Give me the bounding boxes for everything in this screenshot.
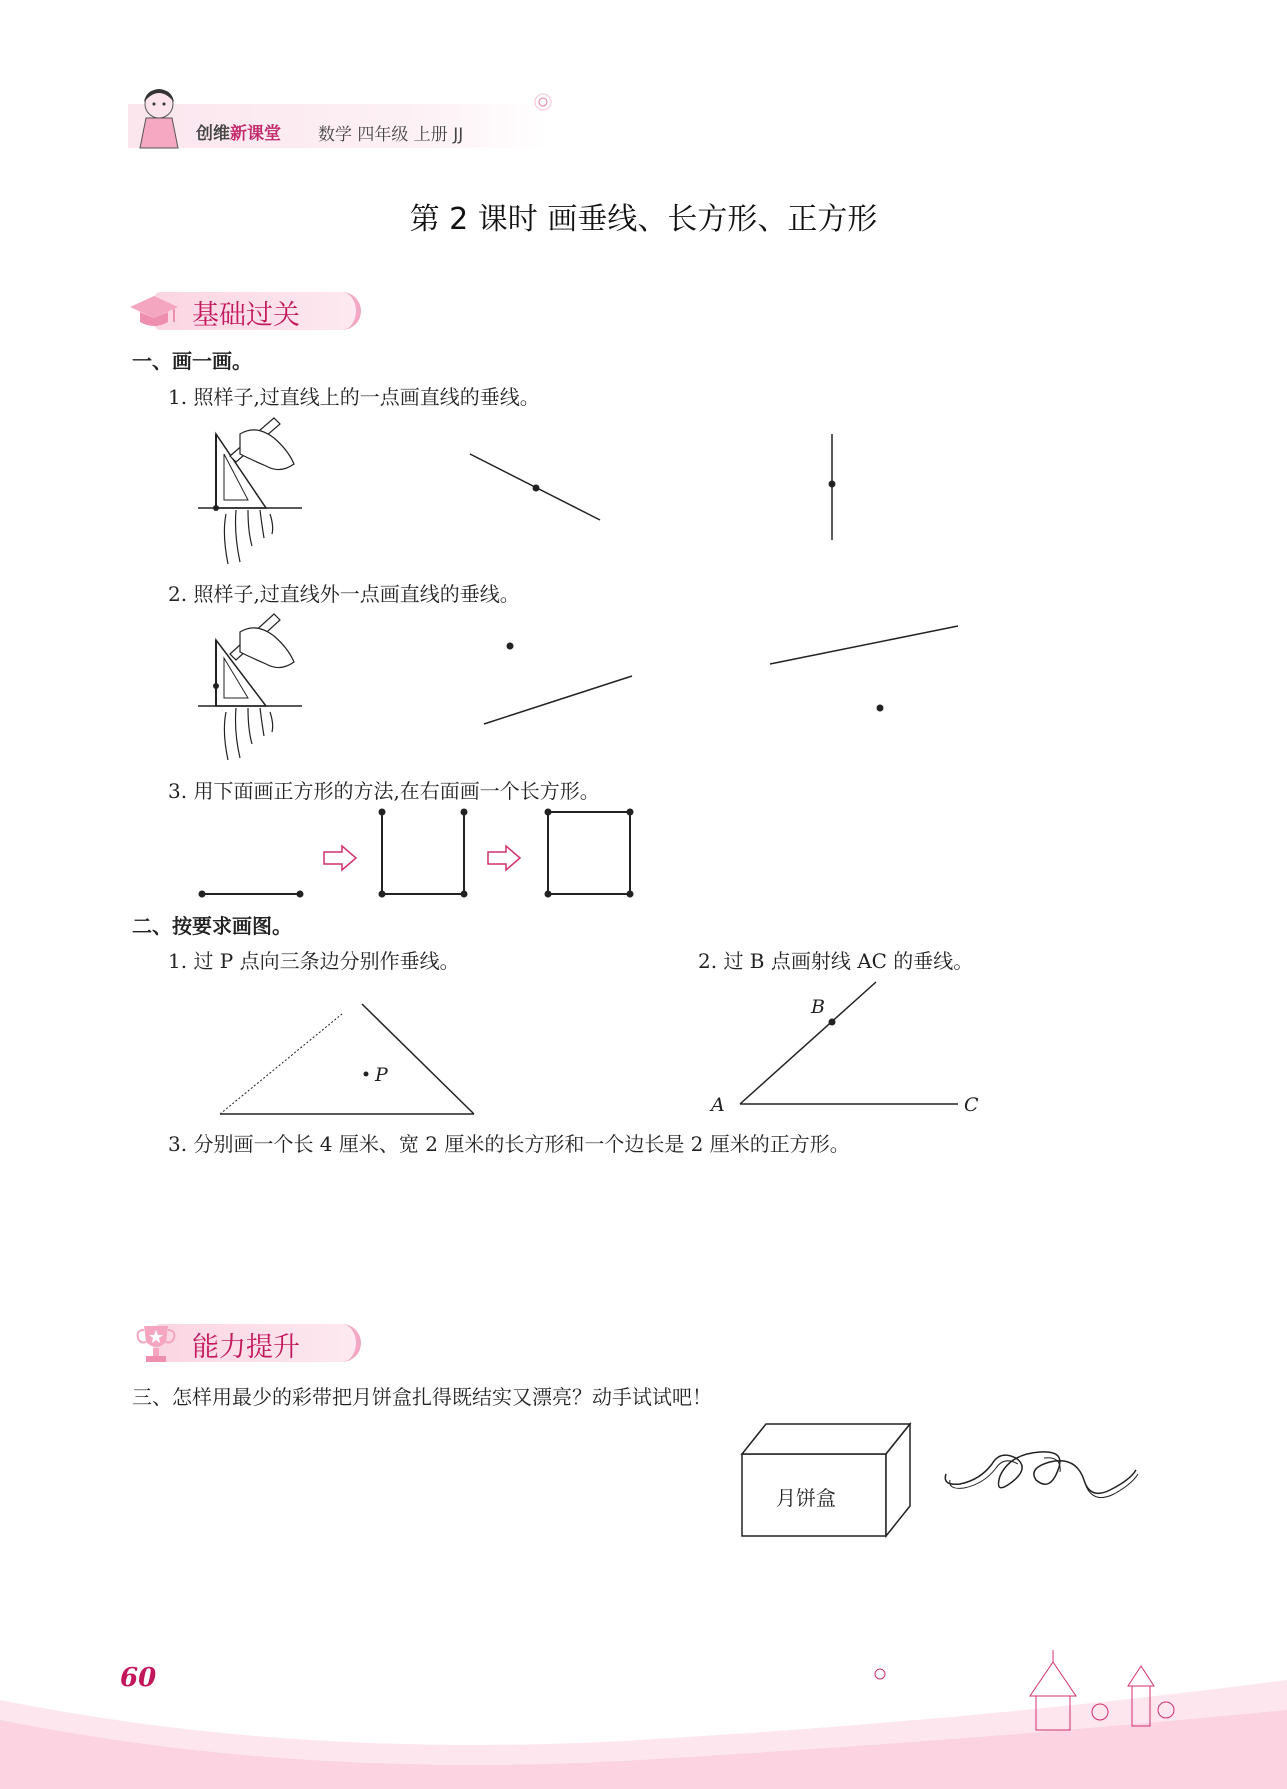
sample-hand-ruler-illustration-2: [196, 610, 336, 764]
line-and-outside-point-2: [764, 616, 964, 716]
header-subtitle: 数学 四年级 上册 JJ: [318, 125, 464, 145]
section-title-basic: 基础过关: [192, 300, 300, 331]
slanted-line-with-point: [460, 426, 610, 526]
part2-heading: 二、按要求画图。: [132, 914, 292, 938]
header-brand-part2: 新课堂: [230, 124, 281, 144]
part1-q2: 2. 照样子,过直线外一点画直线的垂线。: [168, 582, 520, 606]
part1-q3: 3. 用下面画正方形的方法,在右面画一个长方形。: [168, 779, 600, 803]
sample-hand-ruler-illustration-1: [196, 414, 336, 568]
flower-icon: [532, 92, 554, 112]
page-number: 60: [120, 1663, 157, 1693]
trophy-icon: [134, 1322, 178, 1364]
section-title-ability: 能力提升: [192, 1332, 300, 1363]
label-p: P: [375, 1064, 388, 1086]
graduation-cap-icon: [128, 294, 180, 330]
vertical-line-with-point: [820, 428, 850, 544]
footer-wave: [0, 1640, 1287, 1789]
box-label: 月饼盒: [776, 1486, 836, 1510]
header-brand: [196, 119, 281, 144]
section-banner-basic: [128, 286, 368, 334]
part1-q1: 1. 照样子,过直线上的一点画直线的垂线。: [168, 385, 540, 409]
label-a: A: [711, 1094, 725, 1116]
label-b: B: [811, 996, 825, 1018]
right-arrow-icon: [488, 846, 520, 870]
square-construction-steps: [190, 806, 640, 906]
triangle-with-point-p: [212, 996, 482, 1120]
header-brand-part1: 创维: [196, 124, 230, 144]
section-banner-ability: [128, 1318, 368, 1366]
ribbon-illustration: [940, 1440, 1140, 1520]
mascot-girl-icon: [126, 82, 192, 154]
part2-q2: 2. 过 B 点画射线 AC 的垂线。: [698, 949, 974, 973]
mooncake-box: [738, 1420, 914, 1540]
line-and-outside-point-1: [470, 630, 640, 730]
part2-q3: 3. 分别画一个长 4 厘米、宽 2 厘米的长方形和一个边长是 2 厘米的正方形。: [168, 1132, 850, 1156]
ray-ac-with-point-b: [730, 974, 970, 1114]
label-c: C: [964, 1094, 979, 1116]
part1-heading: 一、画一画。: [132, 349, 252, 373]
page-title: 第 2 课时 画垂线、长方形、正方形: [409, 202, 878, 237]
right-arrow-icon: [324, 846, 356, 870]
part2-q1: 1. 过 P 点向三条边分别作垂线。: [168, 949, 460, 973]
part3-heading: 三、怎样用最少的彩带把月饼盒扎得既结实又漂亮？动手试试吧！: [132, 1385, 712, 1409]
